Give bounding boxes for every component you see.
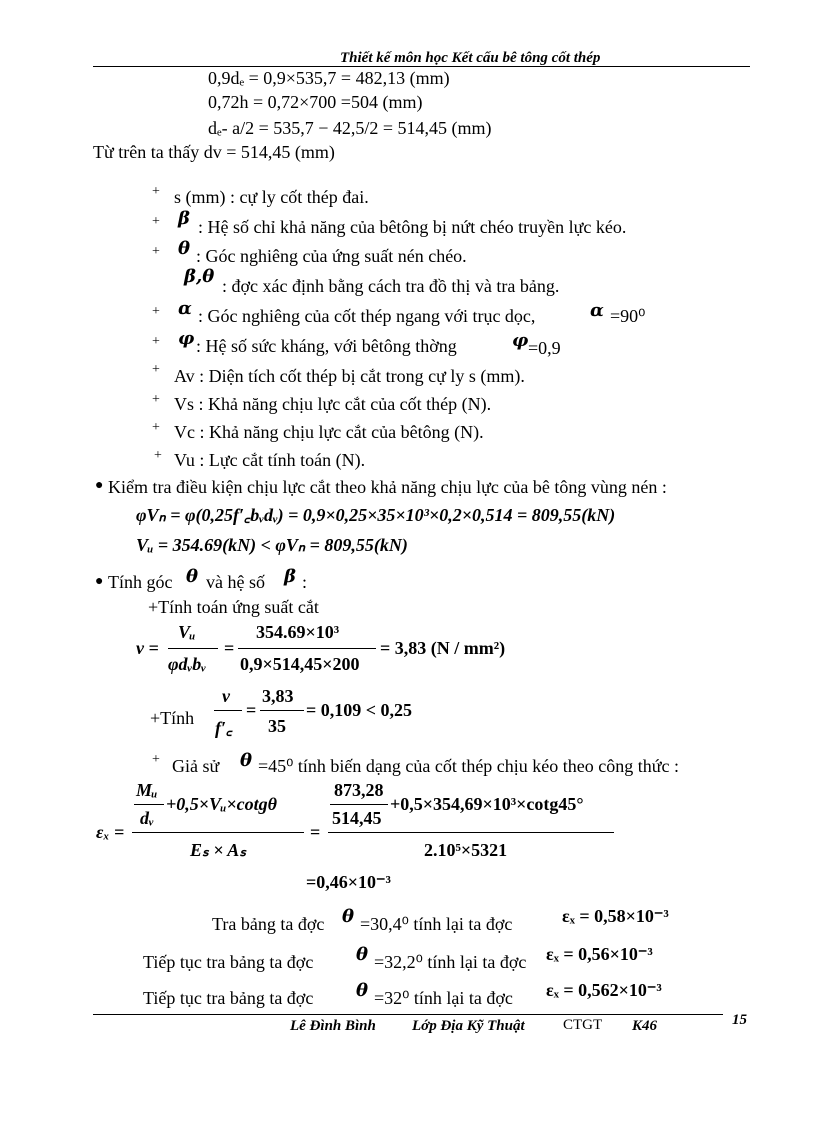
ratio-label: +Tính — [150, 708, 195, 728]
plus-mark: + — [152, 420, 160, 435]
footer-class: Lớp Địa Kỹ Thuật — [412, 1018, 525, 1034]
plus-mark: + — [154, 448, 162, 463]
iter-pre: Tra bảng ta đợc — [212, 914, 325, 934]
strain-numerator-rest: +0,5×Vᵤ×cotgθ — [166, 794, 277, 814]
frac-numerator: 873,28 — [334, 780, 384, 800]
eq-shear-check: Vᵤ = 354.69(kN) < φVₙ = 809,55(kN) — [136, 535, 408, 555]
strain-numerator-rest: +0,5×354,69×10³×cotg45° — [390, 794, 584, 814]
bullet1-text: Kiểm tra điều kiện chịu lực cắt theo khả năng chịu lực của bê tông vùng nén : — [108, 477, 667, 497]
frac-denominator: 0,9×514,45×200 — [240, 654, 360, 674]
plus-mark: + — [152, 214, 160, 229]
eq-lhs: v = — [136, 638, 159, 658]
def-value: =90⁰ — [610, 306, 646, 326]
header-rule — [93, 66, 750, 67]
calc-line-2: 0,72h = 0,72×700 =504 (mm) — [208, 92, 423, 112]
plus-mark: + — [152, 752, 160, 767]
bullet2-text-a: Tính góc — [108, 572, 173, 592]
frac-bar — [328, 832, 614, 833]
iter-strain: εₓ = 0,56×10⁻³ — [546, 944, 653, 964]
frac-denominator: dᵥ — [140, 808, 154, 828]
theta-symbol: θ — [240, 750, 253, 771]
plus-mark: + — [152, 334, 160, 349]
iter-strain: εₓ = 0,58×10⁻³ — [562, 906, 669, 926]
footer-k: K46 — [632, 1018, 658, 1034]
frac-numerator: v — [222, 686, 230, 706]
iter-value: =32,2⁰ tính lại ta đợc — [374, 952, 527, 972]
def-item: Vc : Khả năng chịu lực cắt của bêtông (N). — [174, 422, 484, 442]
iter-pre: Tiếp tục tra bảng ta đợc — [143, 988, 314, 1008]
frac-bar — [134, 804, 164, 805]
def-item: s (mm) : cự ly cốt thép đai. — [174, 187, 369, 207]
plus-mark: + — [152, 184, 160, 199]
bullet2-sub: +Tính toán ứng suất cắt — [148, 597, 319, 617]
alpha-symbol: α — [178, 298, 192, 319]
iter-value: =32⁰ tính lại ta đợc — [374, 988, 513, 1008]
frac-denominator: 35 — [268, 716, 286, 736]
footer-author: Lê Đình Bình — [290, 1018, 376, 1034]
frac-denominator: φdᵥbᵥ — [168, 654, 206, 674]
def-item: : đợc xác định bằng cách tra đồ thị và tra bảng. — [222, 276, 560, 296]
eq-equals: = — [224, 638, 235, 658]
plus-mark: + — [152, 362, 160, 377]
def-item: : Góc nghiêng của cốt thép ngang với trục dọc, — [198, 306, 536, 326]
def-item: : Góc nghiêng của ứng suất nén chéo. — [196, 246, 467, 266]
iter-value: =30,4⁰ tính lại ta đợc — [360, 914, 513, 934]
assume-pre: Giả sử — [172, 756, 220, 776]
calc-line-1: 0,9dₑ = 0,9×535,7 = 482,13 (mm) — [208, 68, 450, 88]
theta-symbol: θ — [342, 906, 355, 927]
assume-post: =45⁰ tính biến dạng của cốt thép chịu kéo theo công thức : — [258, 756, 680, 776]
plus-mark: + — [152, 392, 160, 407]
def-value: =0,9 — [528, 338, 561, 358]
frac-bar — [260, 710, 304, 711]
frac-numerator: Vᵤ — [178, 622, 196, 642]
plus-mark: + — [152, 244, 160, 259]
eq-shear-capacity: φVₙ = φ(0,25f′꜀bᵥdᵥ) = 0,9×0,25×35×10³×0,2×0,514 = 809,55(kN) — [136, 505, 616, 525]
theta-symbol: θ — [186, 566, 199, 587]
theta-symbol: θ — [356, 944, 369, 965]
theta-symbol: θ — [356, 980, 369, 1001]
beta-symbol: β — [284, 566, 296, 587]
phi-symbol: φ — [178, 328, 195, 349]
iter-pre: Tiếp tục tra bảng ta đợc — [143, 952, 314, 972]
frac-bar — [132, 832, 304, 833]
alpha-symbol: α — [590, 300, 604, 321]
eq-result: = 0,109 < 0,25 — [306, 700, 413, 720]
footer-rule — [93, 1014, 723, 1015]
eq-equals: = — [310, 822, 321, 842]
bullet-dot: ● — [95, 574, 104, 589]
frac-bar — [168, 648, 218, 649]
iter-strain: εₓ = 0,562×10⁻³ — [546, 980, 662, 1000]
def-item: Av : Diện tích cốt thép bị cắt trong cự ly s (mm). — [174, 366, 525, 386]
theta-symbol: θ — [178, 238, 191, 259]
frac-numerator: Mᵤ — [136, 780, 158, 800]
def-item: : Hệ số chỉ khả năng của bêtông bị nứt chéo truyền lực kéo. — [198, 217, 627, 237]
footer-ctgt: CTGT — [563, 1017, 603, 1033]
frac-numerator: 354.69×10³ — [256, 622, 340, 642]
eq-result: = 3,83 (N / mm²) — [380, 638, 506, 658]
frac-numerator: 3,83 — [262, 686, 294, 706]
plus-mark: + — [152, 304, 160, 319]
frac-denominator: Eₛ × Aₛ — [190, 840, 247, 860]
eq-equals: = — [246, 700, 257, 720]
eq-lhs: εₓ = — [96, 822, 125, 842]
def-item: : Hệ số sức kháng, với bêtông thờng — [196, 336, 457, 356]
page-number: 15 — [732, 1012, 747, 1028]
frac-bar — [214, 710, 242, 711]
def-item: Vu : Lực cắt tính toán (N). — [174, 450, 366, 470]
bullet2-text-c: : — [302, 572, 308, 592]
phi-symbol: φ — [512, 330, 529, 351]
header-title: Thiết kế môn học Kết cấu bê tông cốt thép — [340, 50, 601, 66]
bullet2-text-b: và hệ số — [206, 572, 265, 592]
frac-denominator: f′꜀ — [215, 718, 233, 738]
strain-result: =0,46×10⁻³ — [306, 872, 391, 892]
bullet-dot: ● — [95, 478, 104, 493]
calc-conclusion: Từ trên ta thấy dv = 514,45 (mm) — [93, 142, 335, 162]
frac-denominator: 2.10⁵×5321 — [424, 840, 508, 860]
calc-line-3: dₑ- a/2 = 535,7 − 42,5/2 = 514,45 (mm) — [208, 118, 492, 138]
beta-symbol: β — [178, 208, 190, 229]
def-item: Vs : Khả năng chịu lực cắt của cốt thép (N). — [174, 394, 492, 414]
frac-denominator: 514,45 — [332, 808, 382, 828]
beta-theta-symbol: β,θ — [184, 266, 215, 287]
frac-bar — [330, 804, 388, 805]
frac-bar — [238, 648, 376, 649]
